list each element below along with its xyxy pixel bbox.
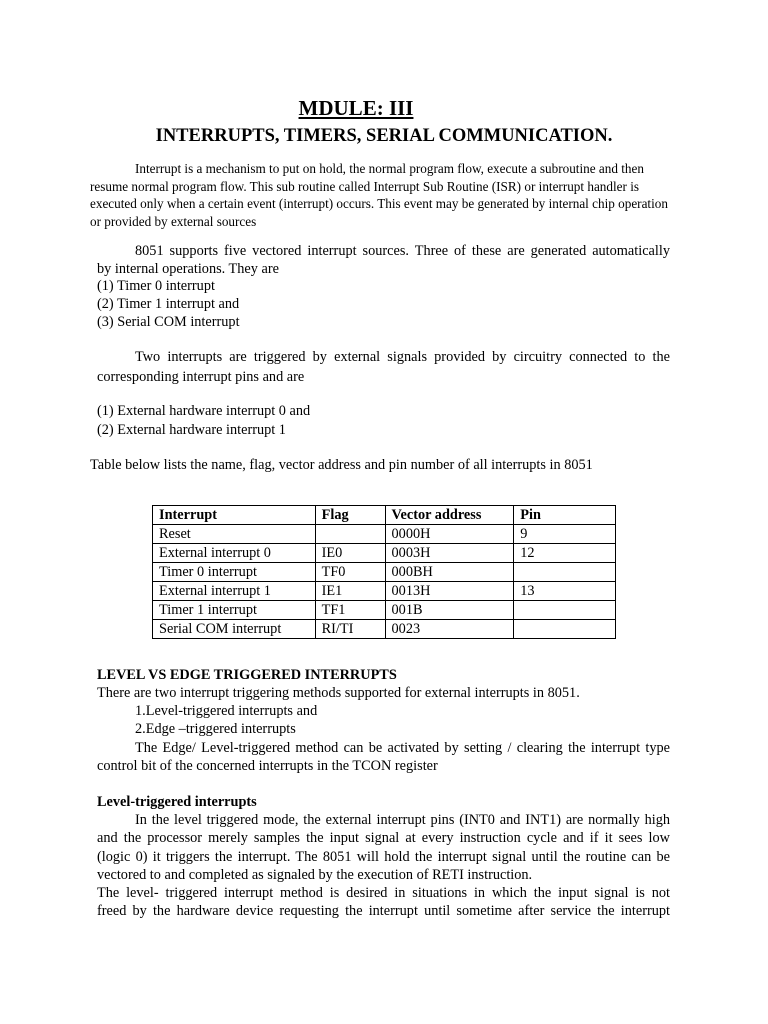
sources-line-2: by internal operations. They are bbox=[97, 261, 279, 277]
cell-interrupt: Reset bbox=[153, 525, 316, 544]
cell-flag: IE1 bbox=[315, 582, 385, 601]
table-header-row bbox=[153, 506, 616, 525]
cell-pin bbox=[514, 563, 616, 582]
cell-pin bbox=[514, 601, 616, 620]
external-item-2: (2) External hardware interrupt 1 bbox=[97, 422, 286, 438]
cell-pin: 9 bbox=[514, 525, 616, 544]
table-row bbox=[153, 582, 616, 601]
level-triggered-line-5: The level- triggered interrupt method is desired in situations in which the input signal is not bbox=[97, 885, 670, 901]
level-triggered-line-4: vectored to and completed as signaled by the execution of RETI instruction. bbox=[97, 867, 533, 883]
table-intro: Table below lists the name, flag, vector address and pin number of all interrupts in 8051 bbox=[90, 457, 593, 473]
cell-interrupt: External interrupt 0 bbox=[153, 544, 316, 563]
cell-flag bbox=[315, 525, 385, 544]
cell-vector: 0000H bbox=[385, 525, 514, 544]
module-title: MDULE: III bbox=[298, 96, 414, 120]
table-row bbox=[153, 525, 616, 544]
header-pin: Pin bbox=[514, 506, 616, 525]
level-edge-item-2: 2.Edge –triggered interrupts bbox=[135, 721, 296, 737]
header-vector-address: Vector address bbox=[385, 506, 514, 525]
cell-vector: 0013H bbox=[385, 582, 514, 601]
table-row bbox=[153, 601, 616, 620]
intro-paragraph-text: Interrupt is a mechanism to put on hold, the normal program flow, execute a subroutine and then resume normal program flow. This sub routine called Interrupt Sub Routine (ISR) or interrupt handler is executed only when a certain event (interrupt) occurs. This event may be generated by internal chip operation or provided by external sources bbox=[90, 161, 668, 229]
cell-vector: 0003H bbox=[385, 544, 514, 563]
level-triggered-heading: Level-triggered interrupts bbox=[97, 794, 257, 810]
external-item-1: (1) External hardware interrupt 0 and bbox=[97, 403, 311, 419]
external-line-2: corresponding interrupt pins and are bbox=[97, 369, 305, 385]
external-line-1: Two interrupts are triggered by external signals provided by circuitry connected to the bbox=[135, 349, 670, 365]
cell-pin bbox=[514, 620, 616, 639]
level-triggered-line-3: (logic 0) it triggers the interrupt. The 8051 will hold the interrupt signal until the routine can be bbox=[97, 849, 670, 865]
table-row bbox=[153, 563, 616, 582]
cell-vector: 000BH bbox=[385, 563, 514, 582]
cell-vector: 001B bbox=[385, 601, 514, 620]
cell-flag: RI/TI bbox=[315, 620, 385, 639]
level-triggered-line-2: and the processor merely samples the input signal at every instruction cycle and if it sees low bbox=[97, 830, 670, 846]
level-edge-line-3: control bit of the concerned interrupts in the TCON register bbox=[97, 758, 438, 774]
intro-paragraph bbox=[90, 160, 668, 230]
interrupt-table bbox=[152, 505, 616, 639]
cell-interrupt: Timer 0 interrupt bbox=[153, 563, 316, 582]
header-interrupt: Interrupt bbox=[153, 506, 316, 525]
cell-flag: TF1 bbox=[315, 601, 385, 620]
cell-interrupt: Timer 1 interrupt bbox=[153, 601, 316, 620]
sources-item-2: (2) Timer 1 interrupt and bbox=[97, 296, 240, 312]
cell-flag: IE0 bbox=[315, 544, 385, 563]
cell-pin: 12 bbox=[514, 544, 616, 563]
level-edge-line-1: There are two interrupt triggering methods supported for external interrupts in 8051. bbox=[97, 685, 580, 701]
sources-line-1: 8051 supports five vectored interrupt sources. Three of these are generated automatically bbox=[135, 243, 670, 259]
cell-pin: 13 bbox=[514, 582, 616, 601]
cell-flag: TF0 bbox=[315, 563, 385, 582]
level-edge-item-1: 1.Level-triggered interrupts and bbox=[135, 703, 318, 719]
level-edge-line-2: The Edge/ Level-triggered method can be activated by setting / clearing the interrupt type bbox=[135, 740, 670, 756]
module-subtitle: INTERRUPTS, TIMERS, SERIAL COMMUNICATION. bbox=[155, 126, 613, 146]
level-triggered-line-6: freed by the hardware device requesting the interrupt until sometime after service the interrupt bbox=[97, 903, 670, 919]
table-row bbox=[153, 544, 616, 563]
cell-interrupt: Serial COM interrupt bbox=[153, 620, 316, 639]
header-flag: Flag bbox=[315, 506, 385, 525]
level-edge-heading: LEVEL VS EDGE TRIGGERED INTERRUPTS bbox=[97, 667, 397, 683]
sources-item-1: (1) Timer 0 interrupt bbox=[97, 278, 215, 294]
cell-interrupt: External interrupt 1 bbox=[153, 582, 316, 601]
sources-item-3: (3) Serial COM interrupt bbox=[97, 314, 240, 330]
level-triggered-line-1: In the level triggered mode, the external interrupt pins (INT0 and INT1) are normally high bbox=[135, 812, 670, 828]
table-row bbox=[153, 620, 616, 639]
cell-vector: 0023 bbox=[385, 620, 514, 639]
